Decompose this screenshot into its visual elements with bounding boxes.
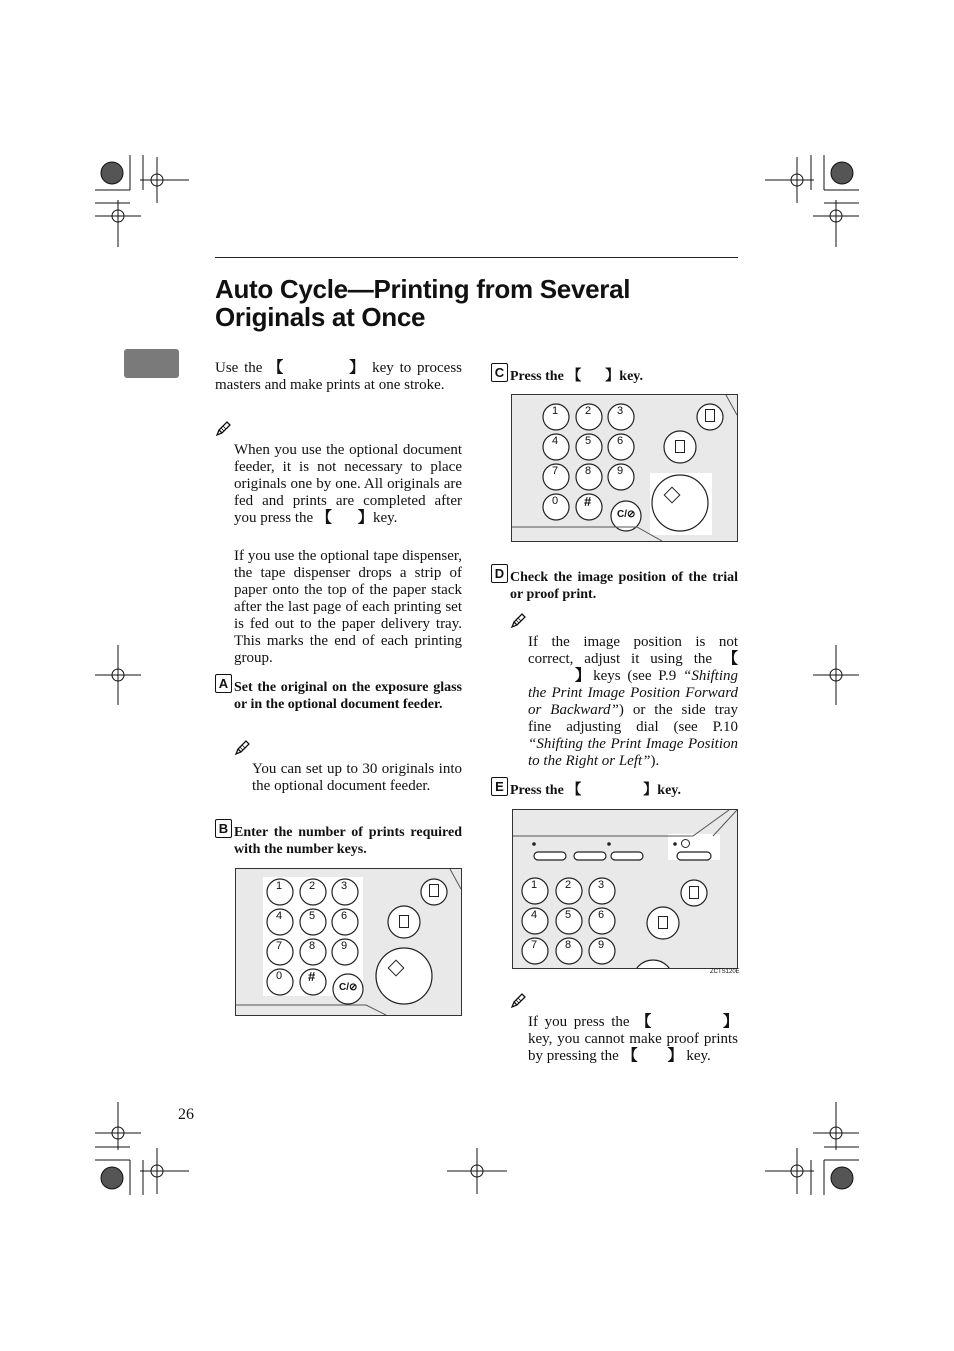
key-bracket-open: 【 (622, 1048, 638, 1064)
step-4-number: D (491, 564, 508, 583)
clear-stop-key-label: C/⊘ (617, 509, 636, 520)
ref-title-2[interactable]: “Shifting the Print Image Position to the Right or Left” (528, 736, 738, 769)
keypad-key-8: 8 (309, 940, 316, 952)
header-rule (215, 257, 738, 258)
step-2-number: B (215, 819, 232, 838)
auto-cycle-key-icon (658, 916, 668, 929)
pencil-note-icon (510, 993, 526, 1009)
note3-text-4: ). (650, 753, 660, 769)
note4-text (528, 1014, 738, 1065)
note4-text-2: key, you cannot make proof prints by pressing the (528, 1031, 738, 1064)
intro-text-2: key to process masters and make prints at one stroke. (215, 360, 462, 393)
keypad-key-8: 8 (585, 465, 592, 477)
keypad-key-0: 0 (552, 495, 559, 507)
step-5-number: E (491, 777, 508, 796)
control-panel-figure-3 (512, 809, 738, 969)
key-bracket-open: 【 (316, 510, 332, 526)
control-panel-figure-2 (511, 394, 738, 542)
key-bracket-close: 】 (572, 668, 594, 684)
keypad-key-1: 1 (531, 879, 538, 891)
keypad-key-8: 8 (565, 939, 572, 951)
panel-drawing (513, 810, 737, 968)
keypad-key-7: 7 (552, 465, 559, 477)
step-3-text-before: Press the (510, 369, 564, 384)
page-title-line2: Originals at Once (215, 302, 426, 332)
keypad-key-5: 5 (565, 909, 572, 921)
note2-text: You can set up to 30 originals into the optional document feeder. (252, 761, 462, 794)
ref-page-2[interactable]: P.10 (712, 719, 738, 735)
step-1-number: A (215, 674, 232, 693)
keypad-key-6: 6 (598, 909, 605, 921)
keypad-key-7: 7 (276, 940, 283, 952)
step-5-text-before: Press the (510, 783, 564, 798)
pencil-note-icon (234, 740, 250, 756)
key-bracket-open: 【 (722, 651, 738, 667)
keypad-key-4: 4 (552, 435, 559, 447)
proof-key-icon (705, 409, 715, 422)
keypad-key-hash: # (584, 494, 592, 509)
keypad-key-1: 1 (276, 880, 283, 892)
keypad-key-3: 3 (341, 880, 348, 892)
keypad-key-6: 6 (617, 435, 624, 447)
key-bracket-close: 】 (720, 1014, 738, 1030)
page-title-line1: Auto Cycle—Printing from Several (215, 274, 631, 304)
key-bracket-close: 】 (347, 360, 367, 376)
page-title (215, 275, 755, 331)
auto-cycle-indicator-icon (681, 839, 690, 848)
auto-cycle-key-icon (675, 440, 685, 453)
chapter-tab (124, 349, 179, 378)
keypad-key-1: 1 (552, 405, 559, 417)
keypad-key-9: 9 (341, 940, 348, 952)
page-number: 26 (178, 1106, 194, 1123)
note1-para1-text: When you use the optional document feeder, it is not necessary to place originals one by one. All originals are fed and prints are completed after you press the (234, 442, 462, 526)
note3-text (528, 634, 738, 770)
note4-text-1: If you press the (528, 1014, 630, 1030)
note1-para1 (234, 442, 462, 527)
keypad-key-9: 9 (598, 939, 605, 951)
clear-stop-key-label: C/⊘ (339, 982, 358, 993)
note3-text-2: keys (see (593, 668, 652, 684)
key-bracket-close: 】 (643, 783, 658, 798)
keypad-drawing (236, 869, 461, 1015)
keypad-key-7: 7 (531, 939, 538, 951)
ref-title-1[interactable]: “Shifting the Print Image Position Forward or Backward” (528, 668, 738, 718)
step-5-text-after: key. (657, 783, 682, 798)
keypad-key-9: 9 (617, 465, 624, 477)
intro-paragraph (215, 360, 462, 394)
step-5-text (510, 782, 738, 799)
step-2-text: Enter the number of prints required with the number keys. (234, 825, 462, 857)
key-bracket-close: 】 (605, 369, 620, 384)
note3-text-1: If the image position is not correct, adjust it using the (528, 634, 738, 667)
keypad-key-3: 3 (617, 405, 624, 417)
pencil-note-icon (510, 613, 526, 629)
keypad-key-2: 2 (309, 880, 316, 892)
keypad-key-5: 5 (309, 910, 316, 922)
step-3-text-after: key. (619, 369, 644, 384)
step-1-text: Set the original on the exposure glass or in the optional document feeder. (234, 680, 462, 712)
step-3-number: C (491, 363, 508, 382)
note1-para2: If you use the optional tape dispenser, the tape dispenser drops a strip of paper onto the top of the paper stack after the last page of each printing set is fed out to the paper delivery tray. This marks the end of each printing group. (234, 548, 462, 666)
keypad-key-2: 2 (565, 879, 572, 891)
note1-para1-end: key. (372, 510, 398, 526)
intro-text-1: Use the (215, 360, 263, 376)
note4-text-3: key. (686, 1048, 711, 1064)
figure-code: ZCTS120E (710, 969, 740, 975)
proof-key-icon (429, 884, 439, 897)
key-bracket-open: 【 (567, 369, 582, 384)
control-panel-figure-1 (235, 868, 462, 1016)
step-4-text: Check the image position of the trial or proof print. (510, 570, 738, 602)
keypad-key-hash: # (308, 969, 316, 984)
keypad-key-4: 4 (531, 909, 538, 921)
step-3-text (510, 368, 738, 385)
keypad-key-3: 3 (598, 879, 605, 891)
key-bracket-open: 【 (636, 1014, 655, 1030)
keypad-key-5: 5 (585, 435, 592, 447)
keypad-key-6: 6 (341, 910, 348, 922)
keypad-key-2: 2 (585, 405, 592, 417)
keypad-key-0: 0 (276, 970, 283, 982)
proof-key-icon (689, 886, 699, 899)
keypad-key-4: 4 (276, 910, 283, 922)
key-bracket-open: 【 (567, 783, 582, 798)
ref-page-1[interactable]: P.9 (658, 668, 677, 684)
key-bracket-close: 】 (667, 1048, 683, 1064)
pencil-note-icon (215, 421, 231, 437)
key-bracket-open: 【 (268, 360, 286, 376)
auto-cycle-key-icon (399, 915, 409, 928)
key-bracket-close: 】 (357, 510, 373, 526)
note3-text-3: ) or the side tray fine adjusting dial (see (528, 702, 738, 735)
